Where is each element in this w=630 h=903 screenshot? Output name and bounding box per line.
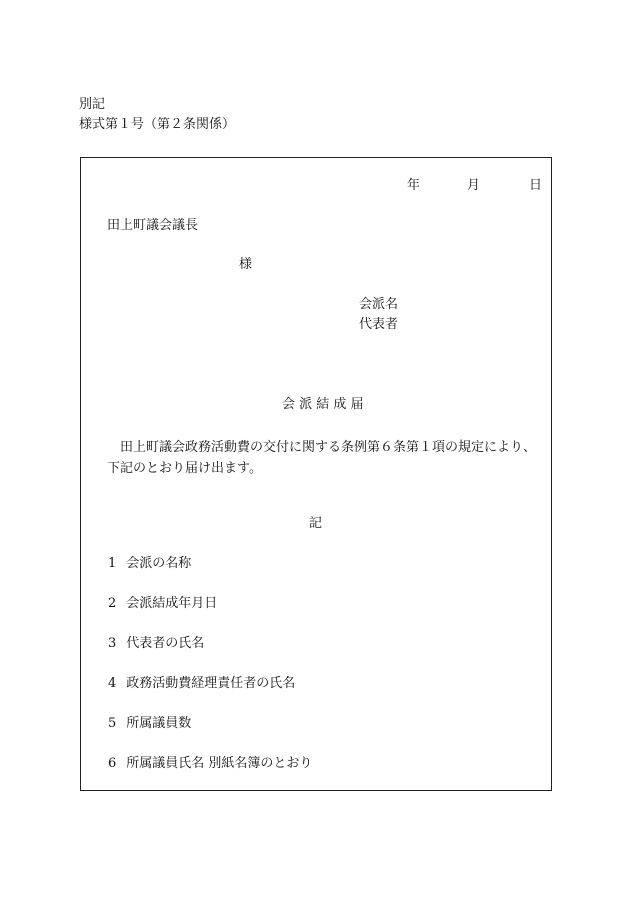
- date-month: 月: [467, 178, 481, 193]
- item-label: 政務活動費経理責任者の氏名: [126, 676, 296, 691]
- ki-heading: 記: [309, 516, 323, 531]
- item-number: 6: [108, 756, 117, 771]
- annex-label: 別記: [79, 97, 106, 112]
- faction-name-label: 会派名: [359, 297, 399, 312]
- date-day: 日: [529, 178, 543, 193]
- item-label: 所属議員数: [126, 716, 192, 731]
- form-number: 様式第１号（第２条関係）: [79, 117, 236, 132]
- addressee: 田上町議会議長: [107, 218, 199, 233]
- item-label: 会派の名称: [126, 556, 192, 571]
- item-label: 所属議員氏名 別紙名簿のとおり: [126, 756, 313, 771]
- list-item: [108, 597, 217, 610]
- list-item: [108, 557, 191, 570]
- item-number: 4: [108, 676, 117, 691]
- list-item: [108, 637, 204, 650]
- form-body: 田上町議会政務活動費の交付に関する条例第６条第１項の規定により、下記のとおり届け出ます。: [107, 440, 537, 476]
- item-label: 会派結成年月日: [126, 596, 218, 611]
- item-number: 3: [108, 636, 117, 651]
- list-item: [108, 677, 295, 690]
- item-number: 5: [108, 716, 117, 731]
- item-label: 代表者の氏名: [126, 636, 205, 651]
- item-number: 1: [108, 556, 117, 571]
- honorific: 様: [239, 257, 253, 272]
- representative-label: 代表者: [359, 317, 399, 332]
- form-title: 会 派 結 成 届: [282, 397, 364, 412]
- item-number: 2: [108, 596, 117, 611]
- list-item: [108, 717, 191, 730]
- date-year: 年: [407, 178, 421, 193]
- list-item: [108, 757, 312, 770]
